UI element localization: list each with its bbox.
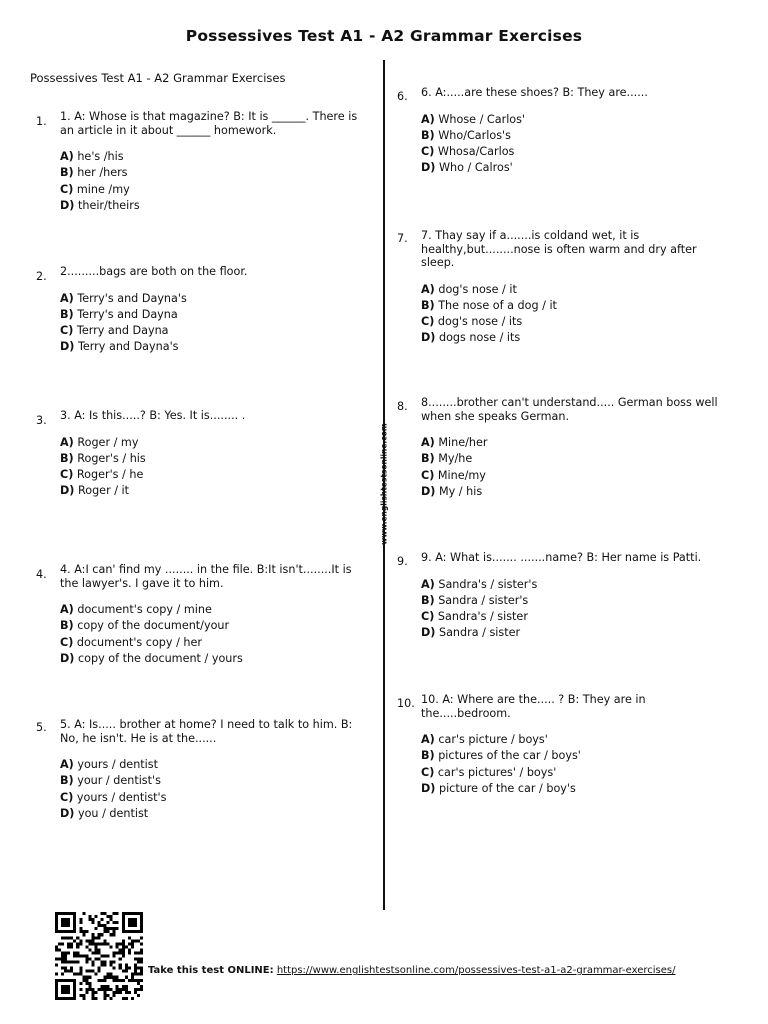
option-text: Terry's and Dayna	[77, 307, 178, 321]
option-text: Terry and Dayna's	[77, 340, 179, 354]
answer-option[interactable]	[60, 182, 372, 198]
option-text: mine /my	[76, 182, 130, 196]
question-text: 9. A: What is....... .......name? B: Her name is Patti.	[421, 551, 702, 564]
option-letter: B)	[60, 774, 74, 788]
question-number: 3.	[36, 414, 47, 427]
answer-option[interactable]	[60, 602, 372, 618]
answer-option[interactable]	[60, 483, 372, 499]
option-letter: A)	[421, 282, 435, 296]
question-8	[397, 396, 741, 500]
question-number: 8.	[397, 400, 408, 413]
answer-option[interactable]	[60, 651, 372, 667]
answer-option[interactable]	[421, 781, 733, 797]
option-letter: C)	[60, 635, 74, 649]
answer-option[interactable]	[60, 307, 372, 323]
option-text: Whosa/Carlos	[437, 145, 515, 159]
option-letter: C)	[60, 324, 74, 338]
question-number: 2.	[36, 270, 47, 283]
answer-option[interactable]	[421, 282, 733, 298]
option-text: yours / dentist	[77, 758, 158, 771]
option-letter: B)	[421, 452, 435, 466]
answer-option[interactable]	[60, 323, 372, 339]
option-letter: D)	[421, 161, 436, 175]
option-text: Sandra's / sister's	[438, 577, 538, 591]
option-letter: D)	[60, 198, 75, 212]
answer-option[interactable]	[421, 144, 733, 160]
option-letter: B)	[60, 451, 74, 465]
option-letter: D)	[60, 806, 75, 820]
option-letter: A)	[421, 733, 435, 746]
option-text: dog's nose / its	[437, 315, 523, 329]
answer-option[interactable]	[421, 609, 733, 625]
option-text: Mine/my	[437, 468, 486, 482]
answer-option[interactable]	[421, 330, 733, 346]
question-text: 6. A:.....are these shoes? B: They are......	[421, 86, 648, 99]
option-letter: A)	[60, 758, 74, 771]
option-text: Who/Carlos's	[438, 128, 511, 142]
option-text: Sandra / sister	[438, 626, 521, 640]
answer-option[interactable]	[60, 435, 372, 451]
answer-option[interactable]	[60, 773, 372, 789]
subtitle: Possessives Test A1 - A2 Grammar Exercises	[30, 71, 286, 85]
option-text: Roger's / his	[77, 451, 146, 465]
option-letter: D)	[421, 781, 436, 795]
option-letter: C)	[421, 145, 435, 159]
option-text: yours / dentist's	[76, 790, 167, 804]
option-text: My/he	[438, 452, 473, 466]
option-text: copy of the document/your	[77, 619, 230, 633]
question-text: 5. A: Is..... brother at home? I need to talk to him. B: No, he isn't. He is at the......	[60, 718, 353, 745]
option-text: car's picture / boys'	[438, 733, 548, 746]
question-text: 1. A: Whose is that magazine? B: It is ______. There is an article in it about ______ homework.	[60, 110, 358, 137]
answer-option[interactable]	[60, 806, 372, 822]
answer-option[interactable]	[60, 790, 372, 806]
answer-option[interactable]	[421, 435, 741, 451]
question-text: 4. A:I can' find my ........ in the file. B:It isn't........It is the lawyer's. I gave it to him.	[60, 563, 352, 590]
option-letter: B)	[60, 307, 74, 321]
question-number: 7.	[397, 232, 408, 245]
question-text: 3. A: Is this.....? B: Yes. It is........ .	[60, 409, 246, 422]
answer-option[interactable]	[421, 468, 741, 484]
option-text: Sandra / sister's	[438, 593, 529, 607]
option-letter: A)	[421, 577, 435, 591]
answer-option[interactable]	[60, 635, 372, 651]
option-text: document's copy / mine	[77, 603, 212, 616]
question-2	[36, 265, 372, 356]
answer-option[interactable]	[60, 757, 372, 773]
option-letter: D)	[60, 484, 75, 498]
answer-option[interactable]	[60, 198, 372, 214]
watermark: www.englishtestsonline.com	[379, 423, 389, 545]
question-text: 2.........bags are both on the floor.	[60, 265, 248, 278]
answer-option[interactable]	[421, 625, 733, 641]
qr-code-icon	[55, 912, 143, 1000]
answer-option[interactable]	[60, 291, 372, 307]
answer-option[interactable]	[421, 484, 741, 500]
question-4	[36, 563, 372, 667]
option-letter: B)	[421, 128, 435, 142]
option-letter: C)	[421, 315, 435, 329]
option-letter: A)	[60, 150, 74, 163]
option-text: copy of the document / yours	[77, 651, 243, 665]
option-letter: B)	[421, 593, 435, 607]
option-letter: C)	[421, 468, 435, 482]
answer-option[interactable]	[421, 128, 733, 144]
answer-option[interactable]	[60, 467, 372, 483]
option-text: The nose of a dog / it	[438, 298, 557, 312]
footer	[148, 965, 688, 978]
answer-option[interactable]	[421, 732, 733, 748]
option-text: dog's nose / it	[438, 282, 517, 296]
option-letter: C)	[60, 790, 74, 804]
question-5	[36, 718, 372, 822]
option-letter: A)	[60, 435, 74, 449]
answer-option[interactable]	[60, 149, 372, 165]
footer-link[interactable]: https://www.englishtestsonline.com/possessives-test-a1-a2-grammar-exercises/	[276, 965, 676, 976]
option-letter: A)	[60, 603, 74, 616]
option-text: Terry and Dayna	[76, 324, 169, 338]
question-10	[397, 693, 733, 797]
option-text: document's copy / her	[76, 635, 202, 649]
answer-option[interactable]	[60, 618, 372, 634]
option-text: he's /his	[77, 150, 124, 163]
answer-option[interactable]	[421, 298, 733, 314]
option-letter: A)	[60, 291, 74, 305]
option-text: My / his	[438, 484, 483, 498]
answer-option[interactable]	[421, 765, 733, 781]
option-letter: D)	[60, 340, 75, 354]
option-text: dogs nose / its	[438, 331, 521, 345]
question-7	[397, 229, 733, 347]
option-letter: C)	[421, 610, 435, 624]
option-letter: D)	[421, 331, 436, 345]
answer-option[interactable]	[60, 451, 372, 467]
option-text: Mine/her	[438, 436, 488, 449]
question-number: 5.	[36, 721, 47, 734]
option-text: Roger / it	[77, 484, 130, 498]
answer-option[interactable]	[60, 339, 372, 355]
question-text: 7. Thay say if a.......is coldand wet, it is healthy,but........nose is often warm and dry after sleep.	[421, 229, 697, 269]
answer-option[interactable]	[60, 165, 372, 181]
question-text: 8........brother can't understand..... German boss well when she speaks German.	[421, 396, 718, 423]
option-text: your / dentist's	[77, 774, 161, 788]
option-letter: D)	[421, 484, 436, 498]
question-1	[36, 110, 372, 214]
option-text: her /hers	[77, 166, 128, 180]
question-9	[397, 551, 733, 642]
option-text: Who / Calros'	[438, 161, 513, 175]
question-number: 9.	[397, 555, 408, 568]
answer-option[interactable]	[421, 160, 733, 176]
option-letter: B)	[421, 749, 435, 763]
footer-label: Take this test ONLINE:	[148, 965, 274, 976]
option-letter: B)	[421, 298, 435, 312]
option-text: their/theirs	[77, 198, 140, 212]
option-letter: C)	[60, 182, 74, 196]
option-text: Roger's / he	[76, 468, 144, 482]
option-letter: B)	[60, 619, 74, 633]
option-letter: D)	[60, 651, 75, 665]
option-text: Terry's and Dayna's	[77, 291, 187, 305]
page-title: Possessives Test A1 - A2 Grammar Exercises	[185, 27, 583, 45]
question-3	[36, 409, 372, 500]
answer-option[interactable]	[421, 577, 733, 593]
question-number: 1.	[36, 115, 47, 128]
answer-option[interactable]	[421, 451, 741, 467]
question-number: 10.	[397, 697, 415, 710]
option-text: car's pictures' / boys'	[437, 765, 557, 779]
option-text: Whose / Carlos'	[438, 112, 526, 126]
option-letter: A)	[421, 436, 435, 449]
answer-option[interactable]	[421, 112, 733, 128]
option-letter: B)	[60, 166, 74, 180]
option-letter: D)	[421, 626, 436, 640]
answer-option[interactable]	[421, 314, 733, 330]
question-text: 10. A: Where are the..... ? B: They are in the.....bedroom.	[421, 693, 646, 720]
option-text: you / dentist	[77, 806, 149, 820]
option-letter: C)	[60, 468, 74, 482]
answer-option[interactable]	[421, 748, 733, 764]
option-letter: C)	[421, 765, 435, 779]
question-6	[397, 86, 733, 177]
question-number: 4.	[36, 568, 47, 581]
option-text: picture of the car / boy's	[438, 781, 576, 795]
option-letter: A)	[421, 112, 435, 126]
option-text: Sandra's / sister	[437, 610, 528, 624]
option-text: pictures of the car / boys'	[438, 749, 581, 763]
question-number: 6.	[397, 90, 408, 103]
answer-option[interactable]	[421, 593, 733, 609]
option-text: Roger / my	[77, 435, 139, 449]
